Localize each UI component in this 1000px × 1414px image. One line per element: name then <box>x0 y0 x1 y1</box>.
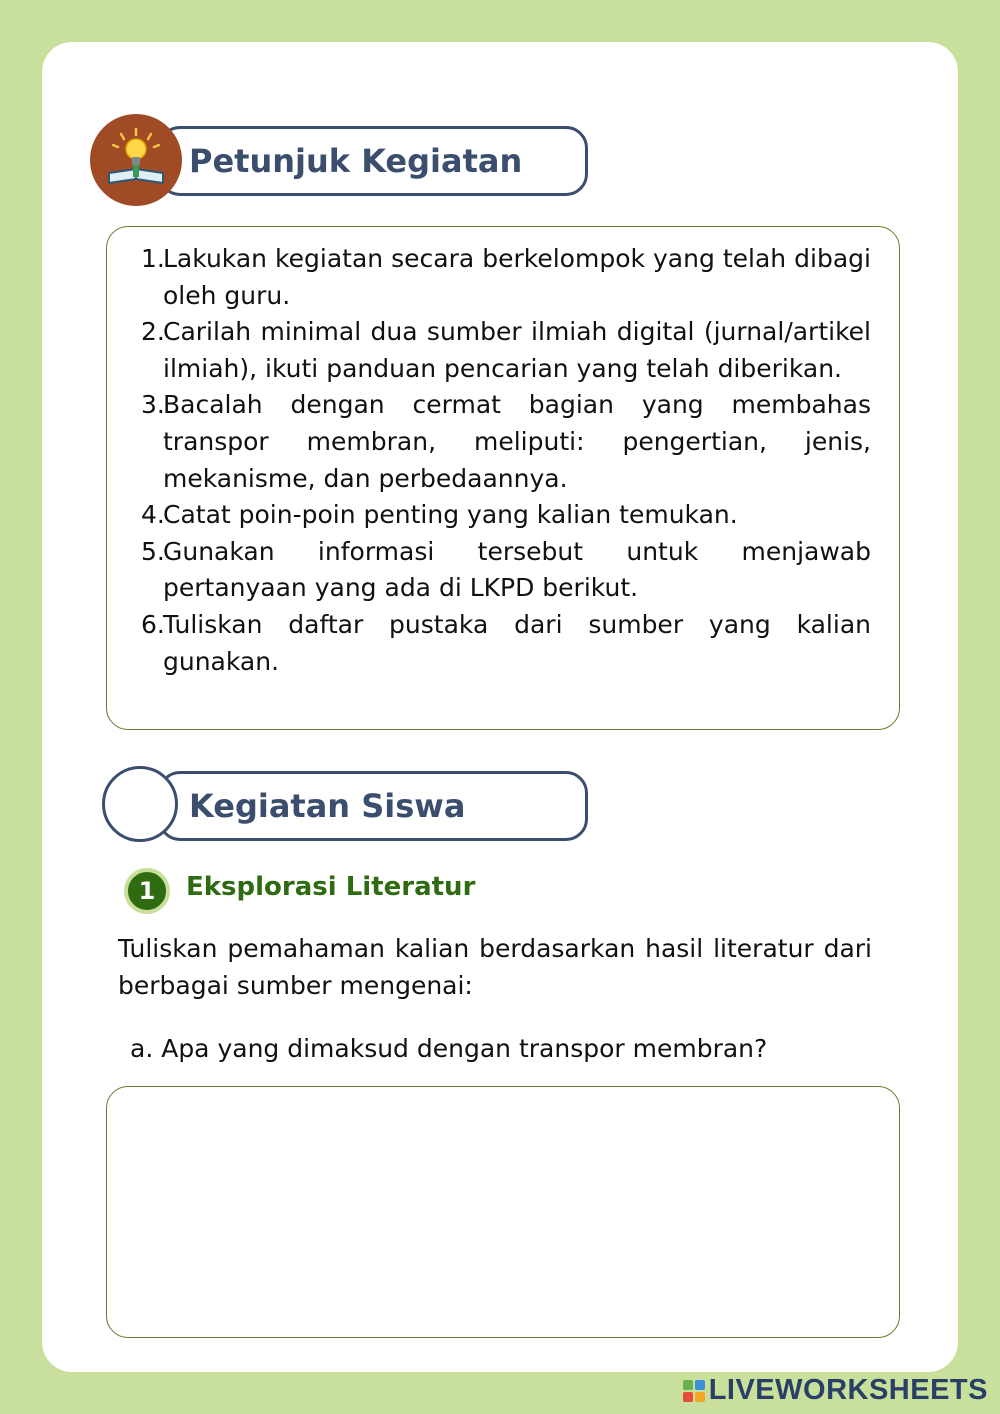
book-lightbulb-icon <box>90 114 182 206</box>
liveworksheets-watermark <box>683 1374 988 1407</box>
list-item: 4. Catat poin-poin penting yang kalian temukan. <box>141 500 738 530</box>
step-title: Eksplorasi Literatur <box>186 872 476 902</box>
list-item: 2. Carilah minimal dua sumber ilmiah digital (jurnal/artikel ilmiah), ikuti panduan pencarian yang telah diberikan. <box>141 317 871 383</box>
section-header-petunjuk <box>158 126 588 196</box>
section-title-petunjuk: Petunjuk Kegiatan <box>189 142 523 180</box>
instructions-list <box>141 241 871 680</box>
question-a: a. Apa yang dimaksud dengan transpor membran? <box>130 1034 768 1063</box>
list-item: 3. Bacalah dengan cermat bagian yang membahas transpor membran, meliputi: pengertian, jenis, mekanisme, dan perbedaannya. <box>141 390 871 493</box>
list-item: 5. Gunakan informasi tersebut untuk menjawab pertanyaan yang ada di LKPD berikut. <box>141 536 871 603</box>
worksheet-page <box>42 42 958 1372</box>
step-number-badge: 1 <box>124 868 170 914</box>
section-circle-decoration <box>102 766 178 842</box>
intro-text: Tuliskan pemahaman kalian berdasarkan hasil literatur dari berbagai sumber mengenai: <box>118 934 872 1000</box>
liveworksheets-logo-icon <box>683 1380 705 1402</box>
section-header-kegiatan <box>158 771 588 841</box>
instructions-box <box>106 226 900 730</box>
answer-input-a[interactable] <box>106 1086 900 1338</box>
watermark-text: LIVEWORKSHEETS <box>708 1374 988 1406</box>
list-item: 1. Lakukan kegiatan secara berkelompok yang telah dibagi oleh guru. <box>141 244 871 310</box>
section-title-kegiatan: Kegiatan Siswa <box>189 787 466 825</box>
list-item: 6. Tuliskan daftar pustaka dari sumber yang kalian gunakan. <box>141 609 871 676</box>
